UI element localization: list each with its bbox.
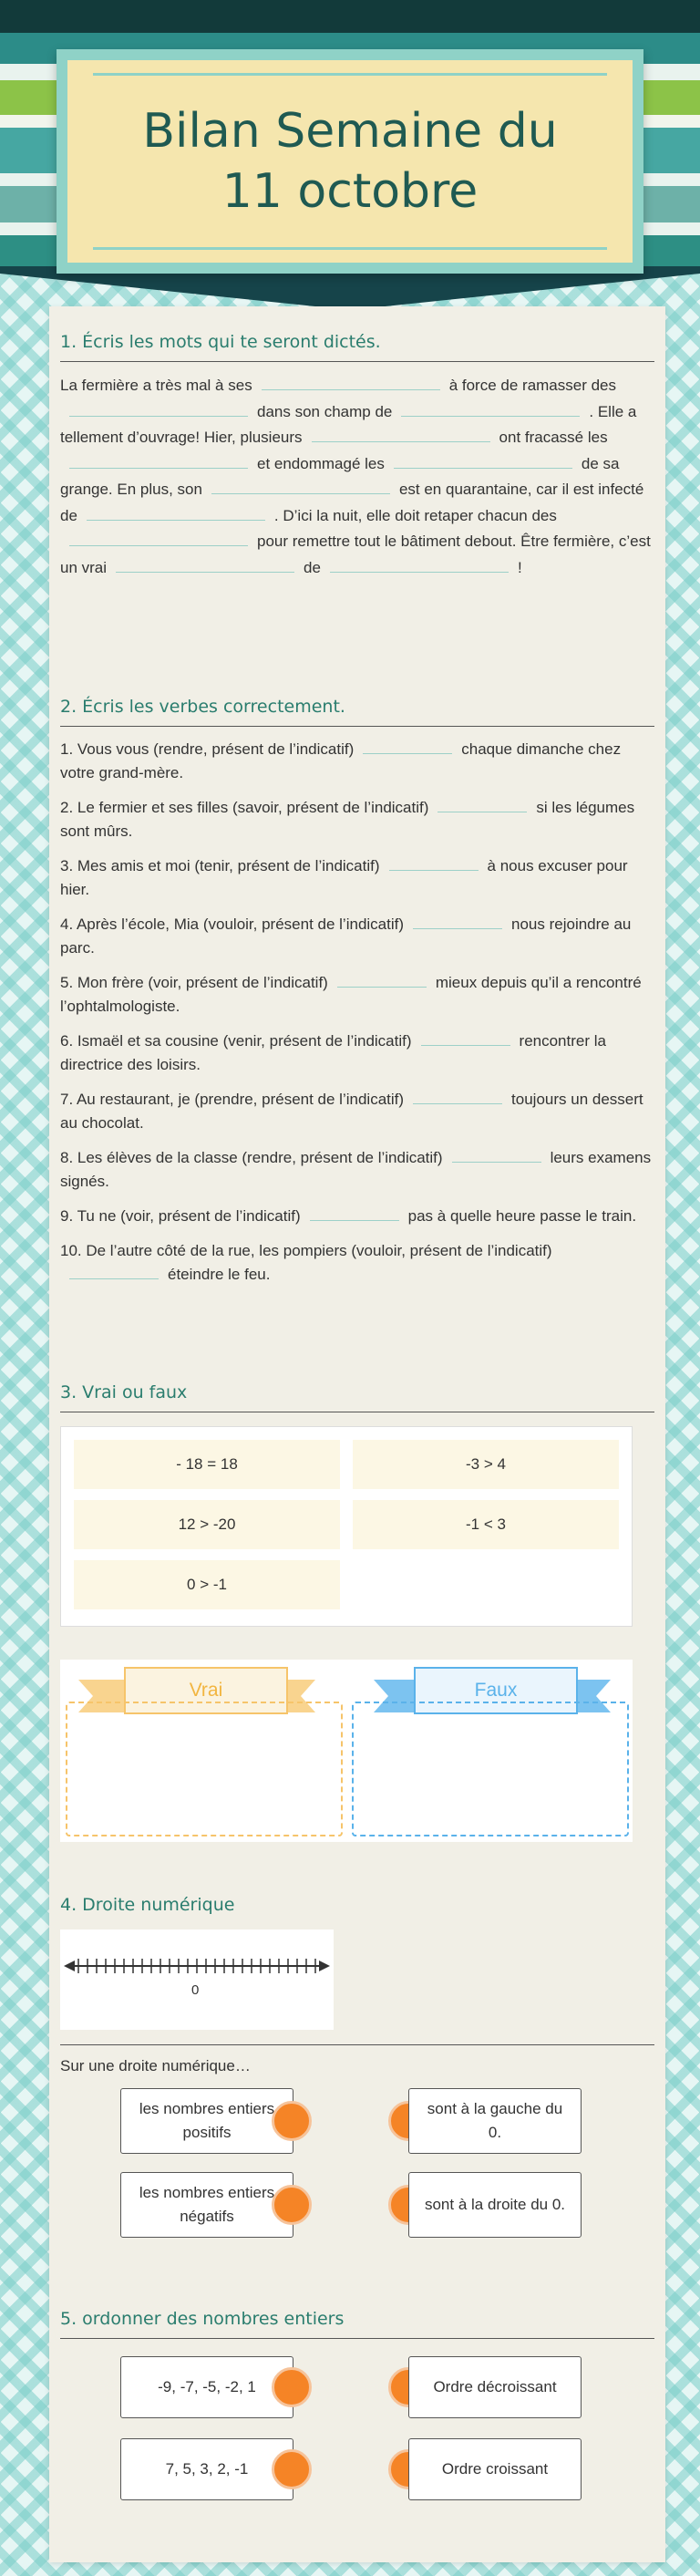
verb-blank-6[interactable] bbox=[421, 1031, 510, 1046]
verb-blank-7[interactable] bbox=[413, 1090, 502, 1104]
draggable-card[interactable]: 12 > -20 bbox=[74, 1500, 340, 1549]
verb-prompt: 5. Mon frère (voir, présent de l’indicatif) bbox=[60, 974, 328, 991]
match-connector[interactable] bbox=[272, 2367, 312, 2407]
verb-rest: chaque dimanche chez votre grand-mère. bbox=[60, 740, 622, 781]
section-number-line bbox=[60, 1895, 654, 1924]
title-card bbox=[57, 49, 643, 274]
verb-item bbox=[60, 971, 654, 1019]
section-verbs bbox=[60, 697, 654, 1298]
section-5-title: 5. ordonner des nombres entiers bbox=[60, 2309, 654, 2339]
zero-label: 0 bbox=[191, 1982, 200, 1998]
passage-text: de bbox=[304, 558, 321, 576]
verb-blank-10[interactable] bbox=[69, 1265, 159, 1279]
verb-blank-8[interactable] bbox=[452, 1148, 541, 1163]
match-right-1: sont à la gauche du 0. bbox=[408, 2088, 582, 2154]
draggable-card[interactable]: -1 < 3 bbox=[353, 1500, 619, 1549]
verb-prompt: 1. Vous vous (rendre, présent de l’indicatif) bbox=[60, 740, 355, 758]
passage-text: . Elle a tellement d’ouvrage! Hier, plusieurs bbox=[60, 402, 637, 446]
faux-drop-area[interactable] bbox=[352, 1702, 629, 1836]
section-ordering bbox=[60, 2309, 654, 2350]
verb-prompt: 3. Mes amis et moi (tenir, présent de l’indicatif) bbox=[60, 857, 380, 874]
verb-prompt: 10. De l’autre côté de la rue, les pompiers (vouloir, présent de l’indicatif) bbox=[60, 1242, 552, 1259]
card-pool bbox=[60, 1426, 633, 1627]
verb-prompt: 6. Ismaël et sa cousine (venir, présent de l’indicatif) bbox=[60, 1032, 412, 1050]
passage-text: ont fracassé les bbox=[499, 429, 608, 446]
verb-rest: toujours un dessert au chocolat. bbox=[60, 1091, 643, 1132]
verb-prompt: 9. Tu ne (voir, présent de l’indicatif) bbox=[60, 1207, 301, 1225]
dictation-blank-9[interactable] bbox=[69, 532, 248, 546]
dictation-blank-6[interactable] bbox=[394, 454, 572, 469]
order-left-1: -9, -7, -5, -2, 1 bbox=[120, 2356, 293, 2418]
verb-item bbox=[60, 1029, 654, 1077]
match-connector[interactable] bbox=[272, 2101, 312, 2141]
verb-item bbox=[60, 1146, 654, 1194]
section-3-title: 3. Vrai ou faux bbox=[60, 1382, 654, 1412]
dictation-passage bbox=[60, 373, 654, 581]
passage-text: pour remettre tout le bâtiment debout. Être fermière, c’est un vrai bbox=[60, 533, 651, 576]
verb-blank-3[interactable] bbox=[389, 856, 479, 871]
verb-rest: à nous excuser pour hier. bbox=[60, 857, 628, 898]
verb-prompt: 4. Après l’école, Mia (vouloir, présent de l’indicatif) bbox=[60, 916, 405, 933]
order-right-1: Ordre décroissant bbox=[408, 2356, 582, 2418]
number-line bbox=[60, 1929, 334, 2030]
verb-rest: si les légumes sont mûrs. bbox=[60, 799, 635, 840]
passage-text: de sa grange. En plus, son bbox=[60, 454, 620, 498]
draggable-card[interactable]: - 18 = 18 bbox=[74, 1440, 340, 1489]
true-false-dropzones bbox=[60, 1660, 633, 1842]
verb-item bbox=[60, 913, 654, 960]
verb-rest: mieux depuis qu’il a rencontré l’ophtalmologiste. bbox=[60, 974, 642, 1015]
verb-prompt: 2. Le fermier et ses filles (savoir, présent de l’indicatif) bbox=[60, 799, 429, 816]
dictation-blank-10[interactable] bbox=[116, 558, 294, 573]
verb-rest: rencontrer la directrice des loisirs. bbox=[60, 1032, 606, 1073]
dictation-blank-3[interactable] bbox=[401, 402, 580, 417]
verb-item bbox=[60, 1239, 654, 1287]
match-left-2: les nombres entiers négatifs bbox=[120, 2172, 293, 2238]
verb-blank-9[interactable] bbox=[310, 1206, 399, 1221]
draggable-card[interactable]: -3 > 4 bbox=[353, 1440, 619, 1489]
page-title: Bilan Semaine du 11 octobre bbox=[142, 104, 558, 219]
verb-rest: nous rejoindre au parc. bbox=[60, 916, 632, 957]
verb-blank-2[interactable] bbox=[438, 798, 527, 812]
verb-rest: leurs examens signés. bbox=[60, 1149, 652, 1190]
faux-label: Faux bbox=[414, 1667, 578, 1714]
passage-text: à force de ramasser des bbox=[448, 377, 617, 394]
dictation-blank-1[interactable] bbox=[262, 376, 440, 390]
verb-rest: pas à quelle heure passe le train. bbox=[407, 1207, 637, 1225]
order-left-2: 7, 5, 3, 2, -1 bbox=[120, 2438, 293, 2500]
section-2-title: 2. Écris les verbes correctement. bbox=[60, 697, 654, 727]
dictation-blank-5[interactable] bbox=[69, 454, 248, 469]
verb-item bbox=[60, 854, 654, 902]
match-connector[interactable] bbox=[272, 2185, 312, 2225]
verb-item bbox=[60, 796, 654, 843]
number-line-intro: Sur une droite numérique… bbox=[60, 2057, 251, 2074]
match-left-1: les nombres entiers positifs bbox=[120, 2088, 293, 2154]
section-1-title: 1. Écris les mots qui te seront dictés. bbox=[60, 332, 654, 362]
number-line-image bbox=[60, 1929, 334, 2030]
order-right-2: Ordre croissant bbox=[408, 2438, 582, 2500]
verb-blank-5[interactable] bbox=[337, 973, 427, 988]
verb-item bbox=[60, 1088, 654, 1135]
vrai-label: Vrai bbox=[124, 1667, 288, 1714]
section-4-title: 4. Droite numérique bbox=[60, 1895, 235, 1915]
dictation-blank-4[interactable] bbox=[312, 428, 490, 442]
verb-item bbox=[60, 1205, 654, 1228]
verb-rest: éteindre le feu. bbox=[168, 1266, 271, 1283]
verb-blank-4[interactable] bbox=[413, 915, 502, 929]
passage-text: . D’ici la nuit, elle doit retaper chacun des bbox=[273, 506, 557, 524]
passage-text: et endommagé les bbox=[257, 454, 385, 472]
verb-prompt: 8. Les élèves de la classe (rendre, présent de l’indicatif) bbox=[60, 1149, 443, 1166]
section-dictation bbox=[60, 332, 654, 581]
section-true-false bbox=[60, 1382, 654, 1423]
vrai-drop-area[interactable] bbox=[66, 1702, 343, 1836]
verb-prompt: 7. Au restaurant, je (prendre, présent de l’indicatif) bbox=[60, 1091, 405, 1108]
dictation-blank-11[interactable] bbox=[330, 558, 509, 573]
passage-text: ! bbox=[517, 558, 522, 576]
passage-text: est en quarantaine, car il est infecté de bbox=[60, 481, 644, 524]
section-4-divider bbox=[60, 2044, 654, 2045]
passage-text: dans son champ de bbox=[257, 402, 393, 420]
draggable-card[interactable]: 0 > -1 bbox=[74, 1560, 340, 1609]
verb-blank-1[interactable] bbox=[363, 740, 452, 754]
passage-text: La fermière a très mal à ses bbox=[60, 377, 252, 394]
dictation-blank-2[interactable] bbox=[69, 402, 248, 417]
verb-item bbox=[60, 738, 654, 785]
match-right-2: sont à la droite du 0. bbox=[408, 2172, 582, 2238]
dictation-blank-7[interactable] bbox=[211, 480, 390, 494]
dictation-blank-8[interactable] bbox=[87, 506, 265, 521]
worksheet-paper bbox=[49, 306, 665, 2562]
match-connector[interactable] bbox=[272, 2449, 312, 2489]
